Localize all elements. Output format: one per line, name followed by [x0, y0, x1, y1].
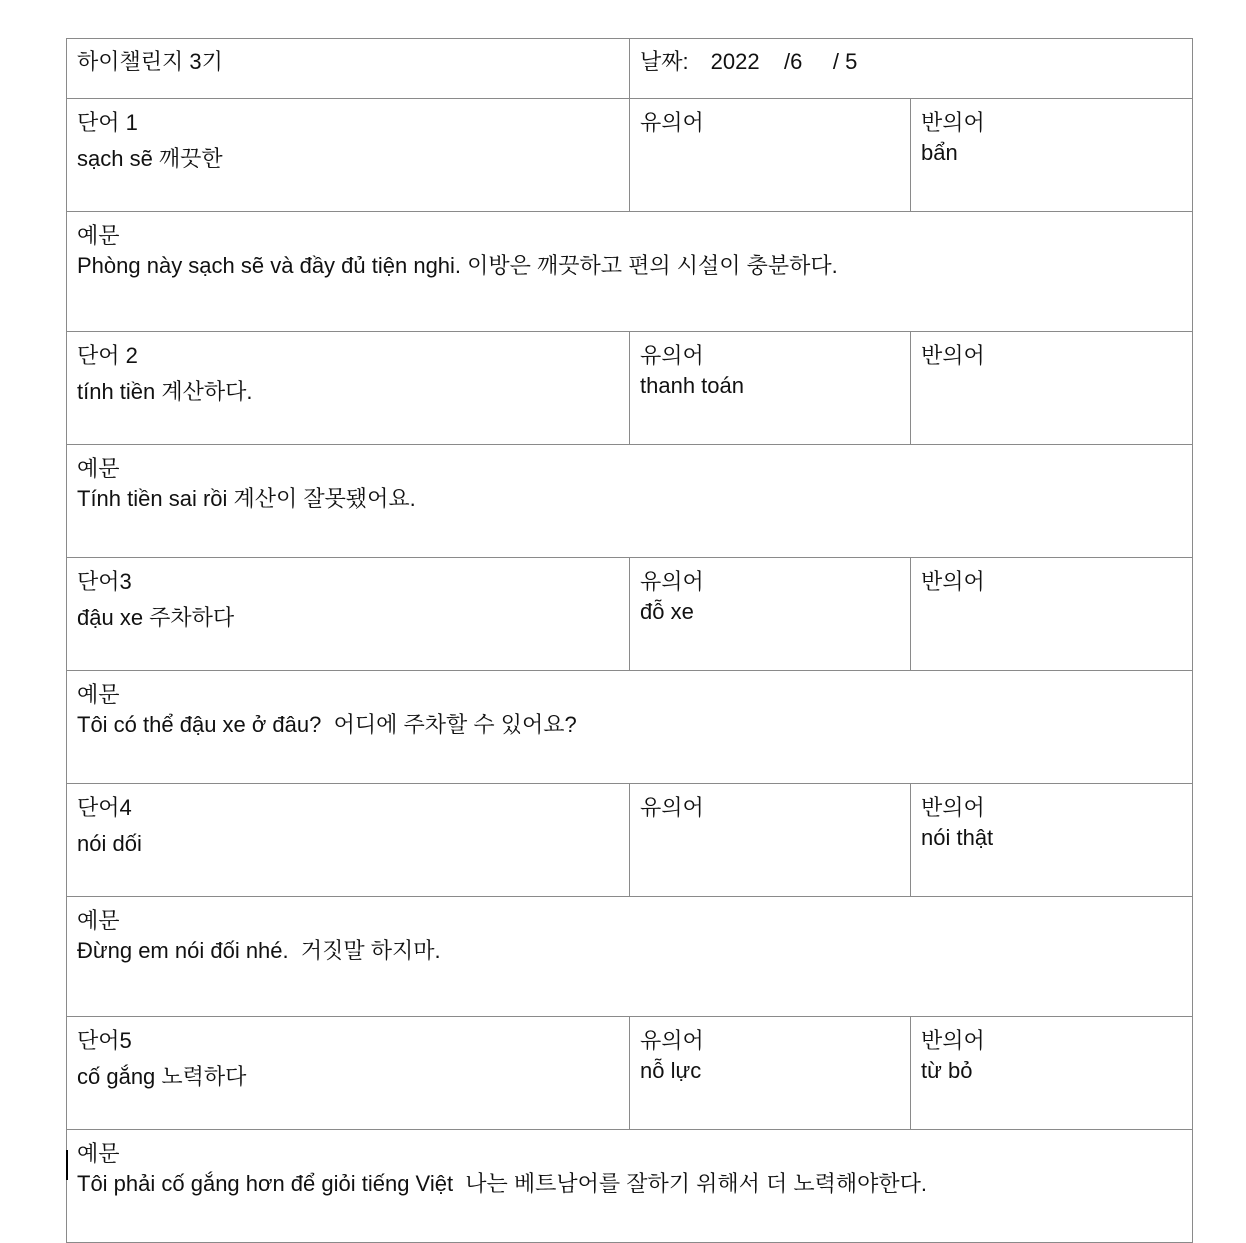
antonym-cell[interactable]	[911, 1017, 1193, 1130]
antonym-label: 반의어	[921, 1028, 985, 1053]
antonym-label: 반의어	[921, 110, 985, 135]
antonym-cell[interactable]	[911, 332, 1193, 445]
synonym-label: 유의어	[640, 569, 704, 594]
antonym-label: 반의어	[921, 795, 985, 820]
word-label: 단어5	[77, 1028, 132, 1053]
word-label: 단어 1	[77, 110, 138, 135]
word-text: sạch sẽ 깨끗한	[77, 146, 223, 171]
synonym-cell[interactable]	[630, 1017, 911, 1130]
word-text: đậu xe 주차하다	[77, 605, 235, 630]
word-text: nói dối	[77, 831, 142, 856]
date-cell[interactable]	[630, 39, 1193, 99]
word-row-4	[67, 784, 1193, 897]
word-cell[interactable]	[67, 99, 630, 212]
word-cell[interactable]	[67, 558, 630, 671]
synonym-label: 유의어	[640, 343, 704, 368]
synonym-cell[interactable]	[630, 558, 911, 671]
synonym-cell[interactable]	[630, 784, 911, 897]
example-row-5	[67, 1130, 1193, 1243]
example-label: 예문	[77, 1141, 120, 1166]
vocabulary-table	[66, 38, 1193, 1243]
title-cell[interactable]	[67, 39, 630, 99]
example-text: Tính tiền sai rồi 계산이 잘못됐어요.	[77, 486, 416, 511]
synonym-cell[interactable]	[630, 99, 911, 212]
antonym-text: bẩn	[921, 140, 958, 165]
word-cell[interactable]	[67, 784, 630, 897]
word-cell[interactable]	[67, 332, 630, 445]
example-row-3	[67, 671, 1193, 784]
text-cursor	[66, 1150, 68, 1180]
example-row-2	[67, 445, 1193, 558]
header-row	[67, 39, 1193, 99]
example-cell[interactable]	[67, 897, 1193, 1017]
example-text: Tôi có thể đậu xe ở đâu? 어디에 주차할 수 있어요?	[77, 712, 577, 737]
example-label: 예문	[77, 456, 120, 481]
example-row-1	[67, 212, 1193, 332]
example-cell[interactable]	[67, 445, 1193, 558]
example-cell[interactable]	[67, 1130, 1193, 1243]
synonym-cell[interactable]	[630, 332, 911, 445]
word-row-3	[67, 558, 1193, 671]
antonym-label: 반의어	[921, 343, 985, 368]
word-row-1	[67, 99, 1193, 212]
synonym-label: 유의어	[640, 110, 704, 135]
example-label: 예문	[77, 223, 120, 248]
word-label: 단어4	[77, 795, 132, 820]
date-value: 2022 /6 / 5	[710, 49, 858, 74]
synonym-text: đỗ xe	[640, 599, 694, 624]
word-text: tính tiền 계산하다.	[77, 379, 253, 404]
synonym-text: nỗ lực	[640, 1058, 702, 1083]
antonym-cell[interactable]	[911, 99, 1193, 212]
example-text: Đừng em nói đối nhé. 거짓말 하지마.	[77, 938, 441, 963]
word-row-5	[67, 1017, 1193, 1130]
synonym-label: 유의어	[640, 1028, 704, 1053]
word-label: 단어3	[77, 569, 132, 594]
document-title: 하이챌린지 3기	[77, 49, 223, 74]
antonym-text: từ bỏ	[921, 1058, 973, 1083]
word-text: cố gắng 노력하다	[77, 1064, 247, 1089]
example-cell[interactable]	[67, 212, 1193, 332]
synonym-label: 유의어	[640, 795, 704, 820]
word-cell[interactable]	[67, 1017, 630, 1130]
word-label: 단어 2	[77, 343, 138, 368]
antonym-cell[interactable]	[911, 784, 1193, 897]
antonym-text: nói thật	[921, 825, 994, 850]
antonym-label: 반의어	[921, 569, 985, 594]
example-text: Phòng này sạch sẽ và đầy đủ tiện nghi. 이방은 깨끗하고 편의 시설이 충분하다.	[77, 253, 838, 278]
synonym-text: thanh toán	[640, 373, 744, 398]
example-label: 예문	[77, 682, 120, 707]
antonym-cell[interactable]	[911, 558, 1193, 671]
word-row-2	[67, 332, 1193, 445]
example-cell[interactable]	[67, 671, 1193, 784]
example-text: Tôi phải cố gắng hơn để giỏi tiếng Việt 나는 베트남어를 잘하기 위해서 더 노력해야한다.	[77, 1171, 928, 1196]
date-label: 날짜:	[640, 49, 689, 74]
example-label: 예문	[77, 908, 120, 933]
example-row-4	[67, 897, 1193, 1017]
